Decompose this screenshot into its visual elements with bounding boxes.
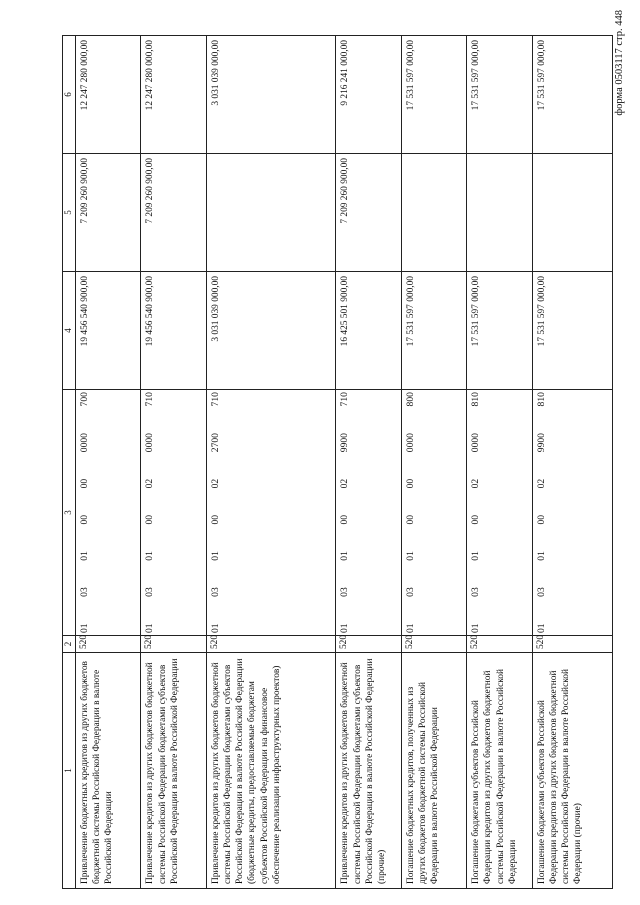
budget-code-segment: 03 (144, 587, 156, 597)
row-line-code: 520 (336, 636, 401, 653)
form-label: форма 0503117 стр. 448 (614, 10, 625, 116)
budget-code-segments (339, 392, 351, 633)
row-col5-value (401, 154, 466, 272)
rotated-report-page (62, 36, 613, 889)
row-description: Привлечение кредитов из других бюджетов бюджетной системы Российской Федерации бюджетами субъектов Российской Федерации в валюте Российской Федерации (прочие) (336, 653, 401, 889)
row-description: Погашение бюджетами субъектов Российской Федерации кредитов из других бюджетов бюджетной системы Российской Федерации в валюте Российской Федерации (прочие) (532, 653, 612, 889)
budget-code-segment: 00 (144, 514, 156, 525)
row-budget-code (141, 390, 206, 636)
budget-code-segment: 01 (79, 551, 90, 561)
budget-code-segment: 810 (535, 392, 547, 407)
budget-code-segment: 02 (209, 478, 221, 489)
header-col-3: 3 (63, 390, 76, 636)
header-col-4: 4 (63, 272, 76, 390)
row-line-code: 520 (467, 636, 532, 653)
budget-code-segment: 03 (535, 587, 547, 597)
budget-code-segment: 01 (470, 551, 482, 561)
row-description: Привлечение кредитов из других бюджетов бюджетной системы Российской Федерации бюджетами субъектов Российской Федерации в валюте Российской Федерации (бюджетные кредиты, предоставляемые бюджетам субъектов Российской Федерации на финансовое обеспечение реализации инфраструктурных проектов) (206, 653, 336, 889)
row-col4-value: 17 531 597 000,00 (532, 272, 612, 390)
budget-code-segment: 01 (339, 623, 351, 633)
row-budget-code (401, 390, 466, 636)
row-line-code: 520 (76, 636, 141, 653)
row-col5-value (467, 154, 532, 272)
budget-code-segment: 01 (535, 551, 547, 561)
budget-code-segment: 00 (470, 514, 482, 525)
budget-code-segment: 03 (404, 587, 416, 597)
row-budget-code (467, 390, 532, 636)
budget-code-segment: 03 (470, 587, 482, 597)
table-row (206, 36, 336, 889)
budget-code-segment: 01 (404, 623, 416, 633)
budget-code-segment: 810 (470, 392, 482, 407)
budget-code-segment: 00 (404, 478, 416, 489)
budget-code-segment: 02 (535, 478, 547, 489)
budget-code-segment: 01 (209, 551, 221, 561)
table-row (467, 36, 532, 889)
budget-code-segments (470, 392, 482, 633)
budget-code-segment: 02 (339, 478, 351, 489)
budget-code-segment: 01 (144, 551, 156, 561)
budget-code-segment: 9900 (535, 433, 547, 453)
budget-code-segment: 01 (339, 551, 351, 561)
header-col-5: 5 (63, 154, 76, 272)
budget-code-segment: 710 (144, 392, 156, 407)
row-description: Привлечение бюджетных кредитов из других бюджетов бюджетной системы Российской Федерации в валюте Российской Федерации (76, 653, 141, 889)
row-col4-value: 17 531 597 000,00 (467, 272, 532, 390)
header-col-2: 2 (63, 636, 76, 653)
budget-code-segment: 00 (404, 514, 416, 525)
budget-code-segments (79, 392, 91, 633)
row-col6-value: 12 247 280 000,00 (76, 36, 141, 154)
budget-code-segments (210, 392, 222, 633)
row-budget-code (206, 390, 336, 636)
row-col6-value: 9 216 241 000,00 (336, 36, 401, 154)
row-col4-value: 19 456 540 900,00 (76, 272, 141, 390)
row-col4-value: 16 425 501 900,00 (336, 272, 401, 390)
budget-code-segment: 01 (209, 623, 221, 633)
row-col5-value: 7 209 260 900,00 (141, 154, 206, 272)
budget-code-segment: 03 (209, 587, 221, 597)
budget-code-segment: 03 (79, 587, 90, 597)
budget-code-segment: 00 (339, 514, 351, 525)
budget-code-segment: 01 (404, 551, 416, 561)
budget-code-segment: 00 (535, 514, 547, 525)
header-col-6: 6 (63, 36, 76, 154)
row-line-code: 520 (206, 636, 336, 653)
budget-code-segments (536, 392, 548, 633)
header-row (63, 36, 76, 889)
row-budget-code (532, 390, 612, 636)
budget-code-segment: 0000 (79, 433, 90, 453)
report-table (62, 35, 613, 889)
row-line-code: 520 (141, 636, 206, 653)
row-col4-value: 17 531 597 000,00 (401, 272, 466, 390)
row-col5-value: 7 209 260 900,00 (336, 154, 401, 272)
budget-code-segment: 02 (144, 478, 156, 489)
row-col6-value: 17 531 597 000,00 (532, 36, 612, 154)
budget-code-segments (405, 392, 417, 633)
row-description: Привлечение кредитов из других бюджетов бюджетной системы Российской Федерации бюджетами субъектов Российской Федерации в валюте Российской Федерации (141, 653, 206, 889)
budget-code-segment: 9900 (339, 433, 351, 453)
budget-code-segment: 710 (339, 392, 351, 407)
budget-code-segment: 00 (79, 478, 90, 489)
row-col6-value: 12 247 280 000,00 (141, 36, 206, 154)
table-row (532, 36, 612, 889)
budget-code-segment: 710 (209, 392, 221, 407)
budget-code-segment: 02 (470, 478, 482, 489)
budget-code-segment: 00 (209, 514, 221, 525)
row-col4-value: 3 031 039 000,00 (206, 272, 336, 390)
budget-code-segment: 0000 (144, 433, 156, 453)
row-col4-value: 19 456 540 900,00 (141, 272, 206, 390)
budget-code-segment: 0000 (404, 433, 416, 453)
row-description: Погашение бюджетами субъектов Российской Федерации кредитов из других бюджетов бюджетной системы Российской Федерации в валюте Российской Федерации (467, 653, 532, 889)
table-body (76, 36, 613, 889)
budget-code-segment: 700 (79, 392, 90, 407)
row-line-code: 520 (532, 636, 612, 653)
budget-code-segment: 01 (470, 623, 482, 633)
table-row (141, 36, 206, 889)
budget-code-segment: 800 (404, 392, 416, 407)
row-budget-code (76, 390, 141, 636)
budget-code-segment: 01 (144, 623, 156, 633)
budget-code-segment: 01 (535, 623, 547, 633)
row-col6-value: 17 531 597 000,00 (467, 36, 532, 154)
table-row (336, 36, 401, 889)
row-line-code: 520 (401, 636, 466, 653)
row-col5-value: 7 209 260 900,00 (76, 154, 141, 272)
table-row (76, 36, 141, 889)
budget-code-segment: 03 (339, 587, 351, 597)
budget-code-segment: 0000 (470, 433, 482, 453)
budget-code-segment: 01 (79, 623, 90, 633)
row-col5-value (206, 154, 336, 272)
table-row (401, 36, 466, 889)
row-col6-value: 17 531 597 000,00 (401, 36, 466, 154)
budget-code-segment: 00 (79, 514, 90, 525)
row-col5-value (532, 154, 612, 272)
row-col6-value: 3 031 039 000,00 (206, 36, 336, 154)
budget-code-segments (144, 392, 156, 633)
row-description: Погашение бюджетных кредитов, полученных из других бюджетов бюджетной системы Российской Федерации в валюте Российской Федерации (401, 653, 466, 889)
row-budget-code (336, 390, 401, 636)
budget-code-segment: 2700 (209, 433, 221, 453)
header-col-1: 1 (63, 653, 76, 889)
